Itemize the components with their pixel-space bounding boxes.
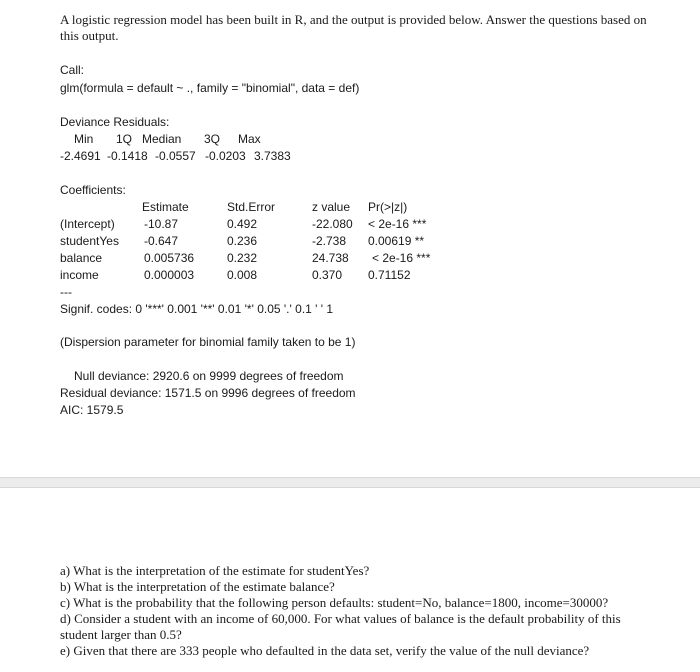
- coef-name: balance: [60, 251, 103, 265]
- residual-median: -0.0557: [155, 149, 196, 163]
- question-e: e) Given that there are 333 people who defaulted in the data set, verify the value of the null deviance?: [60, 643, 590, 658]
- residual-deviance: Residual deviance: 1571.5 on 9996 degrees of freedom: [60, 386, 356, 400]
- question-a: a) What is the interpretation of the estimate for studentYes?: [60, 563, 370, 578]
- coef-pvalue: 0.71152: [368, 268, 411, 282]
- coef-name: studentYes: [60, 234, 119, 248]
- signif-codes: Signif. codes: 0 '***' 0.001 '**' 0.01 '*' 0.05 '.' 0.1 ' ' 1: [60, 302, 334, 316]
- coef-name: (Intercept): [60, 217, 115, 231]
- coef-estimate: 0.000003: [144, 268, 195, 282]
- dispersion-note: (Dispersion parameter for binomial family taken to be 1): [60, 335, 356, 349]
- coef-estimate: 0.005736: [144, 251, 195, 265]
- question-d: d) Consider a student with an income of 60,000. For what values of balance is the default probability of this student larger than 0.5?: [60, 611, 621, 642]
- residuals-header-median: Median: [142, 132, 182, 146]
- coef-estimate: -0.647: [144, 234, 179, 248]
- residual-min: -2.4691: [60, 149, 101, 163]
- intro-text: A logistic regression model has been built in R, and the output is provided below. Answer the questions based on this output.: [60, 12, 647, 43]
- coef-header-estimate: Estimate: [142, 200, 189, 214]
- call-label: Call:: [60, 63, 85, 77]
- residual-1q: -0.1418: [107, 149, 148, 163]
- residuals-header-1q: 1Q: [116, 132, 133, 146]
- coef-header-pvalue: Pr(>|z|): [368, 200, 408, 214]
- coef-pvalue: < 2e-16 ***: [372, 251, 431, 265]
- null-deviance: Null deviance: 2920.6 on 9999 degrees of freedom: [74, 369, 344, 383]
- residual-max: 3.7383: [254, 149, 291, 163]
- coef-name: income: [60, 268, 99, 282]
- question-b: b) What is the interpretation of the estimate balance?: [60, 579, 335, 594]
- coefficients-title: Coefficients:: [60, 183, 126, 197]
- residuals-header-min: Min: [74, 132, 94, 146]
- coef-header-stderr: Std.Error: [227, 200, 276, 214]
- residuals-header-3q: 3Q: [204, 132, 221, 146]
- coef-stderr: 0.008: [227, 268, 258, 282]
- coef-stderr: 0.232: [227, 251, 258, 265]
- coef-zvalue: -2.738: [312, 234, 347, 248]
- residuals-title: Deviance Residuals:: [60, 115, 170, 129]
- coef-zvalue: 0.370: [312, 268, 343, 282]
- question-c: c) What is the probability that the following person defaults: student=No, balance=1800, income=30000?: [60, 595, 609, 610]
- aic-value: AIC: 1579.5: [60, 403, 124, 417]
- coef-stderr: 0.492: [227, 217, 258, 231]
- residual-3q: -0.0203: [205, 149, 246, 163]
- coef-separator: ---: [60, 285, 72, 299]
- residuals-header-max: Max: [238, 132, 261, 146]
- coef-zvalue: 24.738: [312, 251, 349, 265]
- coef-estimate: -10.87: [144, 217, 179, 231]
- coef-pvalue: 0.00619 **: [368, 234, 425, 248]
- coef-pvalue: < 2e-16 ***: [368, 217, 427, 231]
- questions-card: [0, 487, 700, 672]
- coef-header-zvalue: z value: [312, 200, 351, 214]
- coef-zvalue: -22.080: [312, 217, 353, 231]
- call-formula: glm(formula = default ~ ., family = "binomial", data = def): [60, 81, 360, 95]
- coef-stderr: 0.236: [227, 234, 258, 248]
